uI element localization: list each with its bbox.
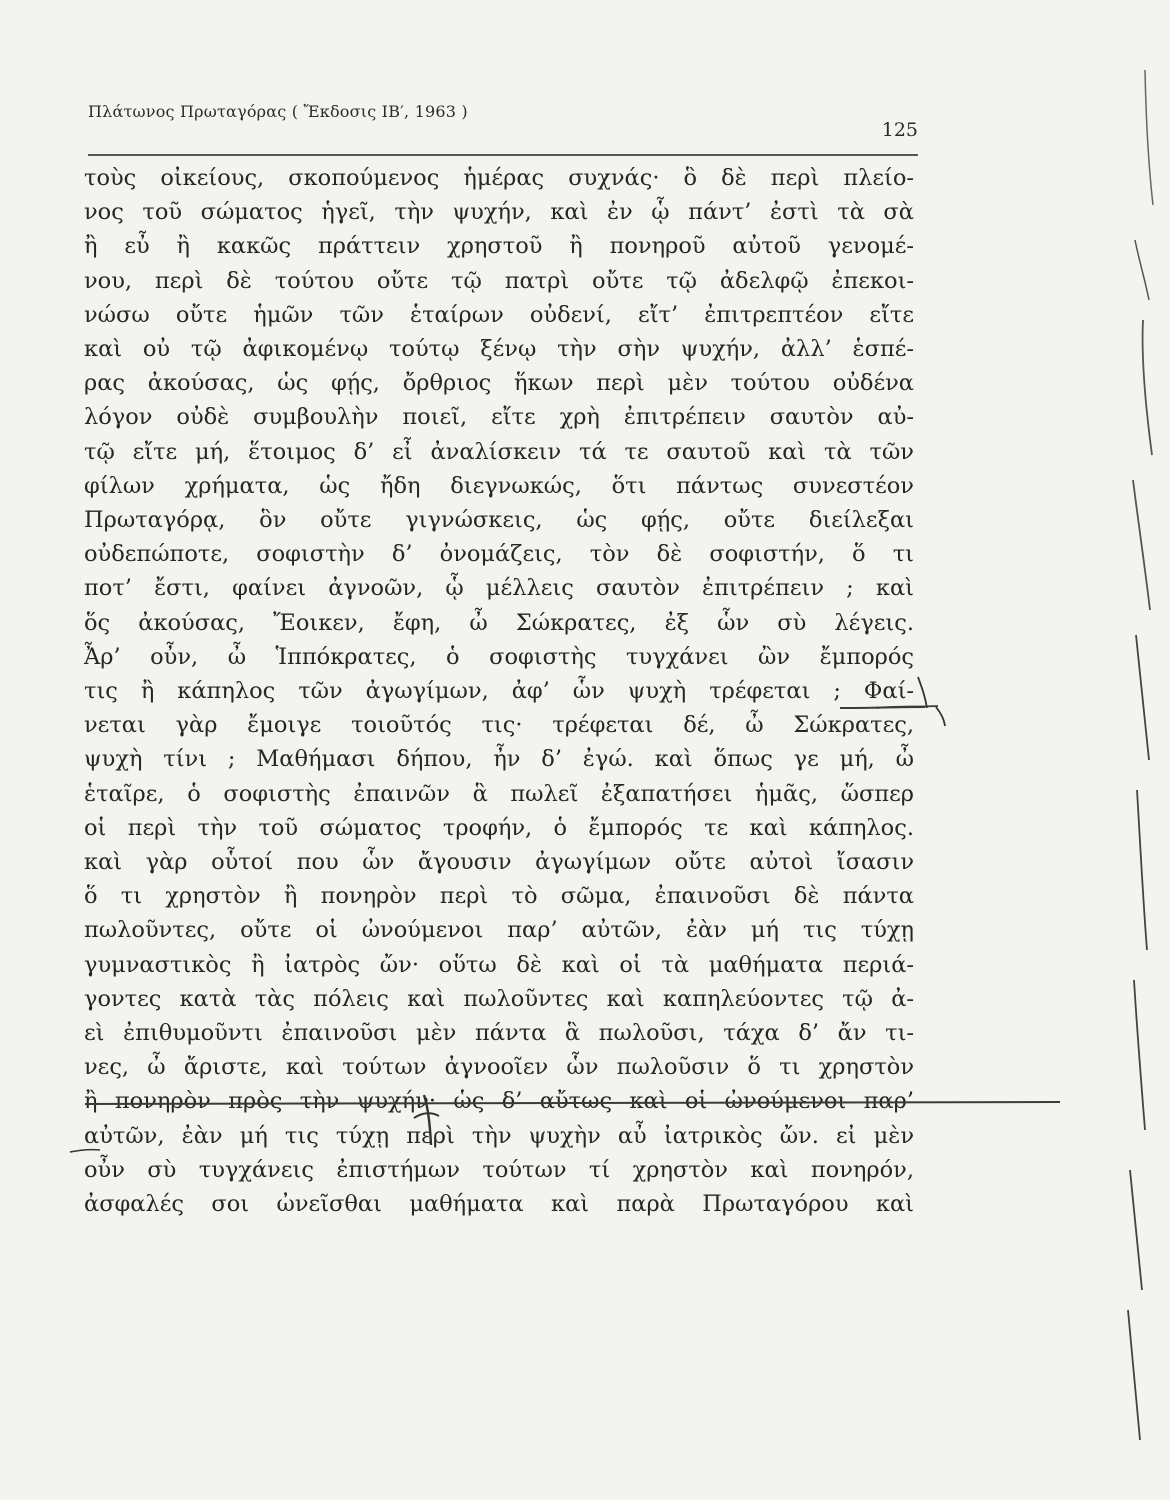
header-title: Πλάτωνος Πρωταγόρας ( Ἔκδοσις ΙΒ′, 1963 ) bbox=[88, 102, 468, 121]
text-line-18: ψυχὴ τίνι ; Μαθήμασι δήπου, ἦν δ’ ἐγώ. καὶ ὅπως γε μή, ὦ bbox=[84, 746, 914, 773]
text-line-3: ἢ εὖ ἢ κακῶς πράττειν χρηστοῦ ἢ πονηροῦ αὐτοῦ γενομέ- bbox=[84, 233, 914, 260]
text-line-10: φίλων χρήματα, ὡς ἤδη διεγνωκώς, ὅτι πάντως συνεστέον bbox=[84, 472, 914, 499]
text-line-7: ρας ἀκούσας, ὡς φῄς, ὄρθριος ἥκων περὶ μὲν τούτου οὐδένα bbox=[84, 370, 914, 397]
margin-scribble-8 bbox=[1130, 1170, 1142, 1290]
text-line-24: γυμναστικὸς ἢ ἰατρὸς ὤν· οὕτω δὲ καὶ οἱ τὰ μαθήματα περιά- bbox=[84, 951, 914, 978]
running-header bbox=[88, 92, 918, 156]
text-line-14: ὅς ἀκούσας, Ἔοικεν, ἔφη, ὦ Σώκρατες, ἐξ ὧν σὺ λέγεις. bbox=[84, 609, 914, 636]
margin-scribble-7 bbox=[1134, 980, 1145, 1130]
text-line-22: ὅ τι χρηστὸν ἢ πονηρὸν περὶ τὸ σῶμα, ἐπαινοῦσι δὲ πάντα bbox=[84, 883, 914, 910]
text-line-31: ἀσφαλές σοι ὠνεῖσθαι μαθήματα καὶ παρὰ Πρωταγόρου καὶ bbox=[84, 1191, 914, 1218]
right-margin-handwriting bbox=[1110, 0, 1170, 1500]
text-line-12: οὐδεπώποτε, σοφιστὴν δ’ ὀνομάζεις, τὸν δὲ σοφιστήν, ὅ τι bbox=[84, 541, 914, 568]
page-number: 125 bbox=[881, 119, 918, 141]
margin-scribble-5 bbox=[1136, 635, 1149, 760]
text-line-11: Πρωταγόρᾳ, ὃν οὔτε γιγνώσκεις, ὡς φῄς, οὔτε διείλεξαι bbox=[84, 507, 914, 534]
text-line-20: οἱ περὶ τὴν τοῦ σώματος τροφήν, ὁ ἔμπορός τε καὶ κάπηλος. bbox=[84, 814, 914, 841]
text-line-1: τοὺς οἰκείους, σκοπούμενος ἡμέρας συχνάς· ὃ δὲ περὶ πλείο- bbox=[84, 165, 914, 191]
text-line-5: νώσω οὔτε ἡμῶν τῶν ἑταίρων οὐδενί, εἴτ’ ἐπιτρεπτέον εἴτε bbox=[84, 301, 914, 328]
text-line-9: τῷ εἴτε μή, ἕτοιμος δ’ εἶ ἀναλίσκειν τά τε σαυτοῦ καὶ τὰ τῶν bbox=[84, 438, 914, 465]
margin-scribble-6 bbox=[1137, 790, 1147, 950]
margin-scribble-3 bbox=[1143, 320, 1152, 455]
text-line-23: πωλοῦντες, οὔτε οἱ ὠνούμενοι παρ’ αὐτῶν, ἐὰν μή τις τύχῃ bbox=[84, 917, 914, 944]
text-line-2: νος τοῦ σώματος ἡγεῖ, τὴν ψυχήν, καὶ ἐν ᾧ πάντ’ ἐστὶ τὰ σὰ bbox=[84, 199, 914, 226]
text-line-29: αὐτῶν, ἐὰν μή τις τύχῃ περὶ τὴν ψυχὴν αὖ ἰατρικὸς ὤν. εἰ μὲν bbox=[84, 1122, 914, 1149]
margin-scribble-4 bbox=[1133, 480, 1150, 610]
text-line-25: γοντες κατὰ τὰς πόλεις καὶ πωλοῦντες καὶ καπηλεύοντες τῷ ἀ- bbox=[84, 985, 914, 1012]
text-line-4: νου, περὶ δὲ τούτου οὔτε τῷ πατρὶ οὔτε τῷ ἀδελφῷ ἐπεκοι- bbox=[84, 267, 914, 294]
text-line-13: ποτ’ ἔστι, φαίνει ἀγνοῶν, ᾧ μέλλεις σαυτὸν ἐπιτρέπειν ; καὶ bbox=[84, 575, 914, 602]
margin-scribble-9 bbox=[1128, 1310, 1140, 1440]
text-line-30: οὖν σὺ τυγχάνεις ἐπιστήμων τούτων τί χρηστὸν καὶ πονηρόν, bbox=[84, 1156, 914, 1183]
text-line-16: τις ἢ κάπηλος τῶν ἀγωγίμων, ἀφ’ ὧν ψυχὴ τρέφεται ; Φαί- bbox=[84, 678, 914, 705]
margin-scribble-2 bbox=[1135, 240, 1149, 300]
margin-scribble-1 bbox=[1145, 70, 1153, 205]
text-line-27: νες, ὦ ἄριστε, καὶ τούτων ἀγνοοῖεν ὧν πωλοῦσιν ὅ τι χρηστὸν bbox=[84, 1054, 914, 1081]
text-line-8: λόγον οὐδὲ συμβουλὴν ποιεῖ, εἴτε χρὴ ἐπιτρέπειν σαυτὸν αὐ- bbox=[84, 404, 914, 431]
text-line-26: εὶ ἐπιθυμοῦντι ἐπαινοῦσι μὲν πάντα ἃ πωλοῦσι, τάχα δ’ ἄν τι- bbox=[84, 1020, 914, 1047]
text-line-15: Ἆρ’ οὖν, ὦ Ἱππόκρατες, ὁ σοφιστὴς τυγχάνει ὢν ἔμπορός bbox=[84, 643, 914, 670]
text-line-17: νεται γὰρ ἔμοιγε τοιοῦτός τις· τρέφεται δέ, ὦ Σώκρατες, bbox=[84, 712, 914, 739]
text-line-19: ἑταῖρε, ὁ σοφιστὴς ἐπαινῶν ἃ πωλεῖ ἐξαπατήσει ἡμᾶς, ὥσπερ bbox=[84, 780, 914, 807]
body-text bbox=[84, 161, 914, 1221]
text-line-28: ἢ πονηρὸν πρὸς τὴν ψυχήν· ὡς δ’ αὔτως καὶ οἱ ὠνούμενοι παρ’ bbox=[84, 1088, 914, 1115]
text-line-6: καὶ οὐ τῷ ἀφικομένῳ τούτῳ ξένῳ τὴν σὴν ψυχήν, ἀλλ’ ἑσπέ- bbox=[84, 336, 914, 363]
text-line-21: καὶ γὰρ οὗτοί που ὧν ἄγουσιν ἀγωγίμων οὔτε αὐτοὶ ἴσασιν bbox=[84, 849, 914, 876]
